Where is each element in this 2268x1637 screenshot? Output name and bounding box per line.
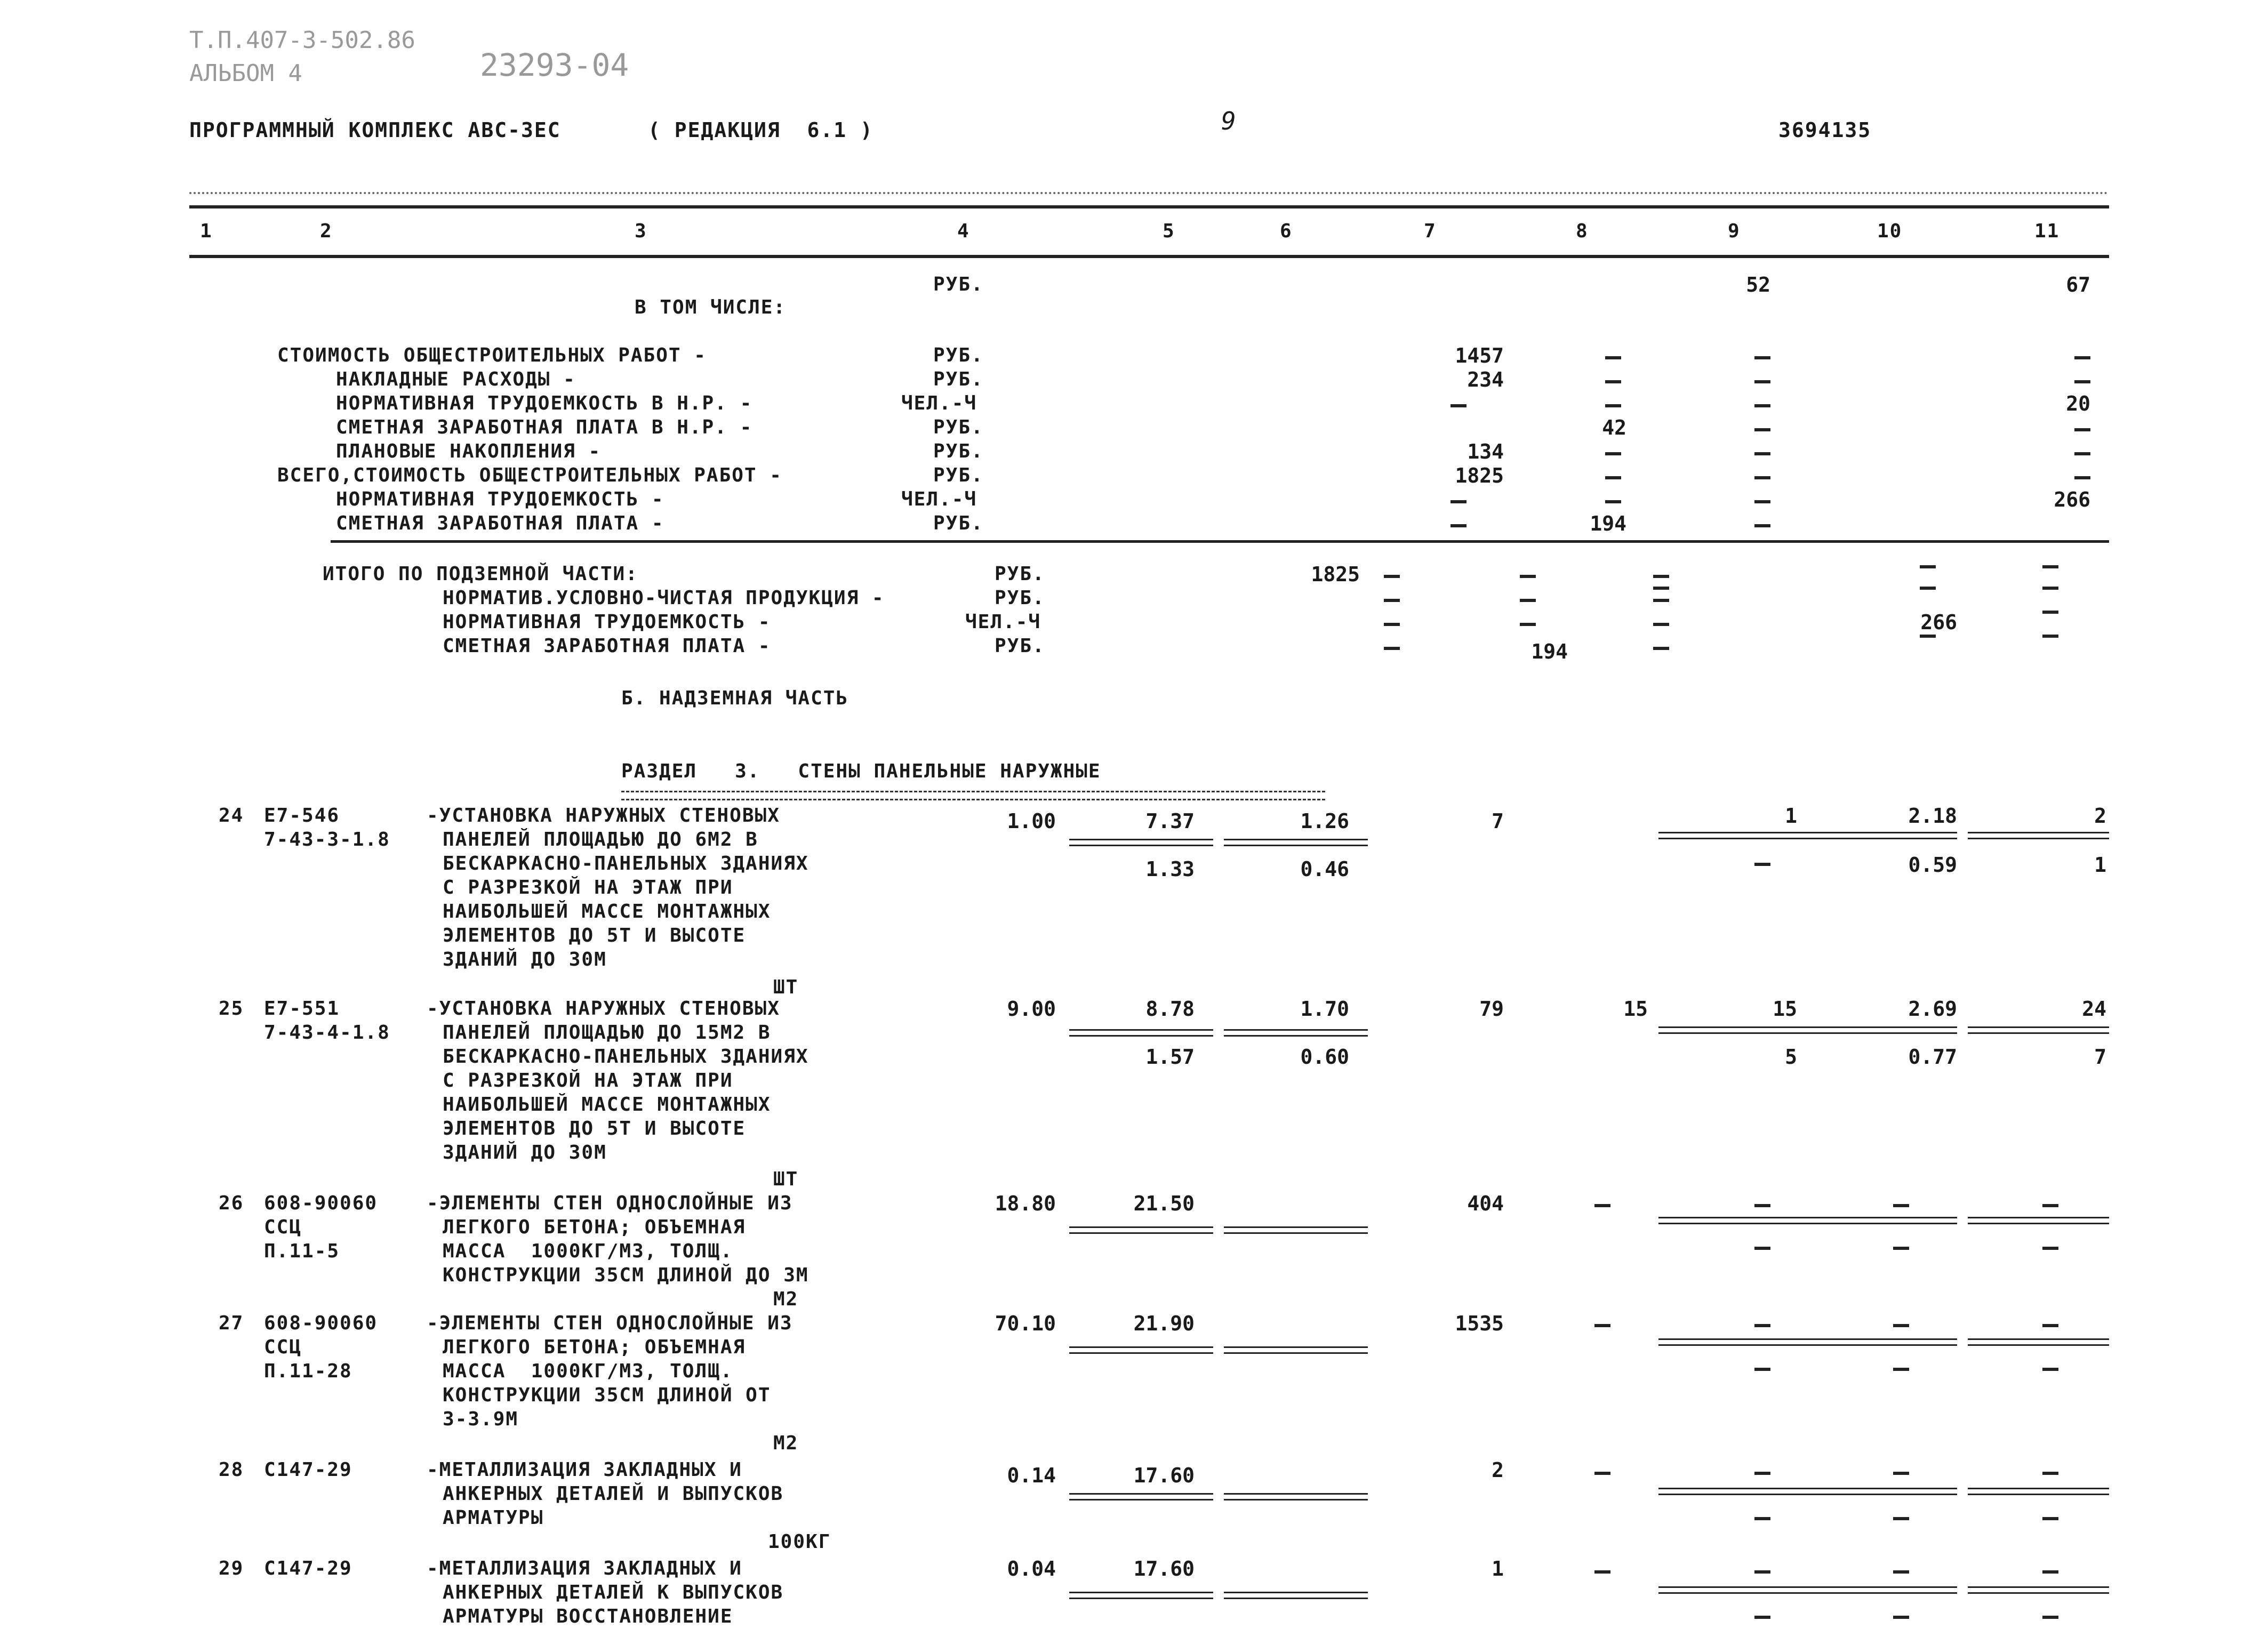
item-number: 27 — [219, 1312, 244, 1334]
item-qty: 9.00 — [1007, 997, 1056, 1021]
item-code: С147-29 — [264, 1558, 352, 1579]
summary-unit: ЧЕЛ.-Ч — [901, 488, 977, 510]
item-price-wage: 1.57 — [1145, 1045, 1195, 1069]
col-head: 9 — [1728, 220, 1741, 242]
dash — [2042, 1324, 2058, 1327]
summary-unit: РУБ. — [933, 344, 984, 366]
summary-c11: 266 — [2054, 488, 2090, 511]
dash — [2042, 635, 2058, 638]
dash — [1384, 647, 1400, 650]
col-head: 11 — [2034, 220, 2060, 242]
dash — [1384, 599, 1400, 602]
summary-label: ВСЕГО,СТОИМОСТЬ ОБЩЕСТРОИТЕЛЬНЫХ РАБОТ - — [277, 464, 782, 486]
dash — [1653, 647, 1669, 650]
item-unit: М2 — [773, 1288, 799, 1310]
rule — [1069, 1592, 1213, 1599]
dash — [1920, 587, 1936, 590]
item-c11-wage: 7 — [2094, 1045, 2106, 1069]
rule — [1658, 1217, 1818, 1224]
item-c8: 15 — [1623, 997, 1648, 1021]
dash — [1754, 1616, 1770, 1619]
item-number: 28 — [219, 1459, 244, 1481]
item-qty: 18.80 — [995, 1192, 1056, 1215]
dash — [1605, 356, 1621, 359]
summary-unit: ЧЕЛ.-Ч — [901, 392, 977, 414]
summary-c11: 20 — [2066, 392, 2090, 415]
dash — [1754, 524, 1770, 527]
dash — [2042, 1517, 2058, 1520]
item-desc-line: -МЕТАЛЛИЗАЦИЯ ЗАКЛАДНЫХ И — [427, 1459, 742, 1481]
summary-c7: 1825 — [1455, 464, 1504, 487]
item-cost: 7 — [1492, 809, 1504, 833]
top-col9: 52 — [1746, 273, 1770, 296]
item-desc-line: ПАНЕЛЕЙ ПЛОЩАДЬЮ ДО 6М2 В — [443, 829, 758, 850]
rule — [1658, 832, 1818, 839]
dash — [1754, 1517, 1770, 1520]
item-number: 24 — [219, 805, 244, 826]
summary-label: СТОИМОСТЬ ОБЩЕСТРОИТЕЛЬНЫХ РАБОТ - — [277, 344, 707, 366]
item-c10: 2.69 — [1908, 997, 1957, 1021]
job-number: 3694135 — [1778, 118, 1872, 142]
item-unit: 100КГ — [768, 1531, 831, 1553]
summary-unit: РУБ. — [933, 512, 984, 534]
rule — [1069, 839, 1213, 846]
dash — [2042, 1204, 2058, 1207]
item-desc-line: АРМАТУРЫ — [443, 1507, 544, 1529]
dash — [1450, 524, 1466, 527]
dash — [1520, 623, 1536, 626]
item-c10-wage: 0.77 — [1908, 1045, 1957, 1069]
item-desc-line: -УСТАНОВКА НАРУЖНЫХ СТЕНОВЫХ — [427, 805, 780, 826]
col-head: 10 — [1877, 220, 1903, 242]
col-head: 8 — [1576, 220, 1589, 242]
dash — [1754, 1368, 1770, 1371]
item-qty: 0.04 — [1007, 1557, 1056, 1580]
rule — [1658, 1488, 1818, 1495]
summary-label: ПЛАНОВЫЕ НАКОПЛЕНИЯ - — [336, 440, 602, 462]
dash — [1754, 1204, 1770, 1207]
item-price-machine: 1.70 — [1300, 997, 1349, 1021]
dash — [1384, 623, 1400, 626]
rule — [1968, 1586, 2109, 1594]
top-unit: РУБ. — [933, 274, 984, 295]
item-desc-line: С РАЗРЕЗКОЙ НА ЭТАЖ ПРИ — [443, 1070, 733, 1092]
rule — [1224, 839, 1368, 846]
dash — [1605, 380, 1621, 383]
item-c9-wage: 5 — [1785, 1045, 1797, 1069]
rule — [1658, 1026, 1818, 1034]
sub-c10: 266 — [1920, 611, 1957, 634]
item-desc-line: МАССА 1000КГ/М3, ТОЛЩ. — [443, 1360, 733, 1382]
sub-label: НОРМАТИВНАЯ ТРУДОЕМКОСТЬ - — [443, 611, 771, 633]
dash — [2042, 565, 2058, 568]
dash — [2074, 356, 2090, 359]
item-price: 17.60 — [1133, 1464, 1195, 1487]
item-desc-line: МАССА 1000КГ/М3, ТОЛЩ. — [443, 1240, 733, 1262]
item-unit: ШТ — [773, 1168, 799, 1190]
summary-c7: 1457 — [1455, 344, 1504, 367]
dash — [1893, 1247, 1909, 1250]
summary-unit: РУБ. — [933, 416, 984, 438]
dash — [1754, 863, 1770, 866]
dash — [1893, 1570, 1909, 1574]
sub-unit: РУБ. — [995, 587, 1045, 609]
doc-code-stamp: Т.П.407-3-502.86 — [189, 27, 415, 54]
rule — [1069, 1029, 1213, 1037]
item-desc-line: 3-3.9М — [443, 1408, 519, 1430]
item-cost: 1535 — [1455, 1312, 1504, 1335]
header-dotted-rule — [189, 192, 2109, 194]
dash — [1653, 599, 1669, 602]
item-number: 26 — [219, 1192, 244, 1214]
summary-c8: 194 — [1590, 512, 1626, 535]
summary-c7: 234 — [1467, 368, 1504, 391]
dash — [1893, 1204, 1909, 1207]
dash — [1594, 1570, 1610, 1574]
dash — [1893, 1517, 1909, 1520]
item-qty: 1.00 — [1007, 809, 1056, 833]
dash — [2074, 476, 2090, 479]
dash — [1520, 599, 1536, 602]
rule — [1658, 1586, 1818, 1594]
item-desc-line: АРМАТУРЫ ВОССТАНОВЛЕНИЕ — [443, 1606, 733, 1627]
section-underline — [621, 791, 1325, 800]
rule — [1968, 1338, 2109, 1346]
dash — [1605, 500, 1621, 503]
rule — [1813, 1026, 1957, 1034]
dash — [2042, 1570, 2058, 1574]
item-desc-line: КОНСТРУКЦИИ 35СМ ДЛИНОЙ ДО 3М — [443, 1264, 809, 1286]
summary-label: НОРМАТИВНАЯ ТРУДОЕМКОСТЬ - — [336, 488, 664, 510]
rule — [1069, 1346, 1213, 1354]
item-code-secondary: 7-43-3-1.8 — [264, 829, 390, 850]
page-mark: 9 — [1221, 107, 1237, 135]
item-c10: 2.18 — [1908, 804, 1957, 828]
item-desc-line: -МЕТАЛЛИЗАЦИЯ ЗАКЛАДНЫХ И — [427, 1558, 742, 1579]
dash — [1754, 476, 1770, 479]
summary-label: СМЕТНАЯ ЗАРАБОТНАЯ ПЛАТА В Н.Р. - — [336, 416, 753, 438]
sub-label: НОРМАТИВ.УСЛОВНО-ЧИСТАЯ ПРОДУКЦИЯ - — [443, 587, 885, 609]
item-desc-line: ЭЛЕМЕНТОВ ДО 5Т И ВЫСОТЕ — [443, 1118, 746, 1140]
item-desc-line: -УСТАНОВКА НАРУЖНЫХ СТЕНОВЫХ — [427, 998, 780, 1020]
item-desc-line: С РАЗРЕЗКОЙ НА ЭТАЖ ПРИ — [443, 877, 733, 898]
item-c9: 1 — [1785, 804, 1797, 828]
item-cost: 2 — [1492, 1458, 1504, 1482]
dash — [1754, 1324, 1770, 1327]
rule — [1224, 1592, 1368, 1599]
dash — [1754, 500, 1770, 503]
dash — [1450, 500, 1466, 503]
dash — [1594, 1324, 1610, 1327]
item-desc-line: -ЭЛЕМЕНТЫ СТЕН ОДНОСЛОЙНЫЕ ИЗ — [427, 1192, 793, 1214]
item-desc-line: КОНСТРУКЦИИ 35СМ ДЛИНОЙ ОТ — [443, 1384, 771, 1406]
dash — [2042, 1616, 2058, 1619]
item-price: 8.78 — [1145, 997, 1195, 1021]
summary-unit: РУБ. — [933, 464, 984, 486]
item-number: 29 — [219, 1558, 244, 1579]
item-c11: 2 — [2094, 804, 2106, 828]
dash — [1893, 1616, 1909, 1619]
dash — [1653, 623, 1669, 626]
item-cost: 404 — [1467, 1192, 1504, 1215]
dash — [1754, 1247, 1770, 1250]
part-b-heading: Б. НАДЗЕМНАЯ ЧАСТЬ — [621, 687, 849, 709]
item-price-machine-wage: 0.60 — [1300, 1045, 1349, 1069]
item-unit: ШТ — [773, 976, 799, 998]
dash — [2074, 380, 2090, 383]
rule — [1069, 1493, 1213, 1500]
item-price: 7.37 — [1145, 809, 1195, 833]
underground-total-label: ИТОГО ПО ПОДЗЕМНОЙ ЧАСТИ: — [323, 563, 638, 585]
col-head: 2 — [320, 220, 333, 242]
rule — [1813, 1586, 1957, 1594]
col-head: 5 — [1163, 220, 1175, 242]
rule — [1968, 832, 2109, 839]
item-price: 17.60 — [1133, 1557, 1195, 1580]
item-desc-line: ЭЛЕМЕНТОВ ДО 5Т И ВЫСОТЕ — [443, 925, 746, 946]
summary-unit: РУБ. — [933, 440, 984, 462]
item-cost: 1 — [1492, 1557, 1504, 1580]
rule — [1069, 1226, 1213, 1234]
col-head: 3 — [635, 220, 647, 242]
section-heading: РАЗДЕЛ 3. СТЕНЫ ПАНЕЛЬНЫЕ НАРУЖНЫЕ — [621, 760, 1101, 782]
dash — [1594, 1204, 1610, 1207]
item-desc-line: ЗДАНИЙ ДО 30М — [443, 949, 607, 970]
dash — [1450, 404, 1466, 407]
program-title: ПРОГРАММНЫЙ КОМПЛЕКС АВС-ЗЕС — [189, 118, 561, 142]
item-code-secondary: ССЦ — [264, 1336, 302, 1358]
item-c9: 15 — [1773, 997, 1797, 1021]
rule — [1658, 1338, 1818, 1346]
dash — [1754, 1472, 1770, 1475]
dash — [1594, 1472, 1610, 1475]
album-stamp: АЛЬБОМ 4 — [189, 60, 302, 87]
rule — [1224, 1493, 1368, 1500]
item-unit: М2 — [773, 1432, 799, 1454]
col-head: 7 — [1424, 220, 1437, 242]
rule — [1813, 1338, 1957, 1346]
item-price: 21.90 — [1133, 1312, 1195, 1335]
rule — [1224, 1029, 1368, 1037]
dash — [1754, 404, 1770, 407]
rule — [1813, 1488, 1957, 1495]
item-price: 21.50 — [1133, 1192, 1195, 1215]
inventory-stamp: 23293-04 — [480, 47, 629, 83]
sub-unit: ЧЕЛ.-Ч — [965, 611, 1041, 633]
rule — [1224, 1346, 1368, 1354]
dash — [1920, 565, 1936, 568]
sub-label: СМЕТНАЯ ЗАРАБОТНАЯ ПЛАТА - — [443, 635, 771, 657]
item-c11: 24 — [2082, 997, 2106, 1021]
item-desc-line: ПАНЕЛЕЙ ПЛОЩАДЬЮ ДО 15М2 В — [443, 1022, 771, 1044]
dash — [1605, 476, 1621, 479]
dash — [2042, 611, 2058, 614]
dash — [2042, 587, 2058, 590]
item-price-wage: 1.33 — [1145, 857, 1195, 881]
item-desc-line: ЛЕГКОГО БЕТОНА; ОБЪЕМНАЯ — [443, 1336, 746, 1358]
dash — [1754, 356, 1770, 359]
dash — [1754, 428, 1770, 431]
program-edition: ( РЕДАКЦИЯ 6.1 ) — [648, 118, 873, 142]
item-desc-line: ЗДАНИЙ ДО 30М — [443, 1142, 607, 1163]
dash — [2074, 428, 2090, 431]
item-code: Е7-551 — [264, 998, 340, 1020]
rule — [1968, 1488, 2109, 1495]
dash — [1893, 1324, 1909, 1327]
item-price-machine-wage: 0.46 — [1300, 857, 1349, 881]
dash — [1754, 380, 1770, 383]
header-rule-bottom — [189, 255, 2109, 258]
item-qty: 70.10 — [995, 1312, 1056, 1335]
item-code: Е7-546 — [264, 805, 340, 826]
item-code-secondary: ССЦ — [264, 1216, 302, 1238]
dash — [2042, 1247, 2058, 1250]
item-code: 608-90060 — [264, 1312, 378, 1334]
item-desc-line: НАИБОЛЬШЕЙ МАССЕ МОНТАЖНЫХ — [443, 1094, 771, 1116]
item-desc-line: ЛЕГКОГО БЕТОНА; ОБЪЕМНАЯ — [443, 1216, 746, 1238]
item-desc-line: БЕСКАРКАСНО-ПАНЕЛЬНЫХ ЗДАНИЯХ — [443, 853, 809, 874]
rule — [1968, 1217, 2109, 1224]
dash — [1653, 587, 1669, 590]
item-desc-line: НАИБОЛЬШЕЙ МАССЕ МОНТАЖНЫХ — [443, 901, 771, 922]
summary-c8: 42 — [1602, 416, 1626, 439]
item-code: 608-90060 — [264, 1192, 378, 1214]
dash — [1520, 575, 1536, 578]
col-head: 1 — [200, 220, 213, 242]
summary-c7: 134 — [1467, 440, 1504, 463]
dash — [1384, 575, 1400, 578]
item-code-tertiary: П.11-5 — [264, 1240, 340, 1262]
item-qty: 0.14 — [1007, 1464, 1056, 1487]
dash — [1893, 1368, 1909, 1371]
top-col11: 67 — [2066, 273, 2090, 296]
item-code-tertiary: П.11-28 — [264, 1360, 352, 1382]
item-desc-line: АНКЕРНЫХ ДЕТАЛЕЙ И ВЫПУСКОВ — [443, 1483, 784, 1505]
item-price-machine: 1.26 — [1300, 809, 1349, 833]
rule — [1968, 1026, 2109, 1034]
item-desc-line: БЕСКАРКАСНО-ПАНЕЛЬНЫХ ЗДАНИЯХ — [443, 1046, 809, 1068]
summary-label: НАКЛАДНЫЕ РАСХОДЫ - — [336, 368, 576, 390]
dash — [2074, 452, 2090, 455]
dash — [1653, 575, 1669, 578]
header-rule-top — [189, 205, 2109, 208]
dash — [1754, 452, 1770, 455]
underground-total-unit: РУБ. — [995, 563, 1045, 585]
item-desc-line: -ЭЛЕМЕНТЫ СТЕН ОДНОСЛОЙНЫЕ ИЗ — [427, 1312, 793, 1334]
underground-total-value: 1825 — [1311, 563, 1360, 586]
summary-label: СМЕТНАЯ ЗАРАБОТНАЯ ПЛАТА - — [336, 512, 664, 534]
col-head: 4 — [957, 220, 970, 242]
dash — [1605, 452, 1621, 455]
rule — [1813, 1217, 1957, 1224]
dash — [1920, 635, 1936, 638]
dash — [1754, 1570, 1770, 1574]
dash — [2042, 1368, 2058, 1371]
item-number: 25 — [219, 998, 244, 1020]
dash — [1893, 1472, 1909, 1475]
rule — [1813, 832, 1957, 839]
col-head: 6 — [1280, 220, 1293, 242]
item-desc-line: АНКЕРНЫХ ДЕТАЛЕЙ К ВЫПУСКОВ — [443, 1582, 784, 1603]
item-code: С147-29 — [264, 1459, 352, 1481]
summary-label: НОРМАТИВНАЯ ТРУДОЕМКОСТЬ В Н.Р. - — [336, 392, 753, 414]
dash — [1605, 404, 1621, 407]
sub-c8: 194 — [1531, 640, 1568, 663]
item-c11-wage: 1 — [2094, 853, 2106, 877]
summary-total-rule — [331, 540, 2109, 543]
item-code-secondary: 7-43-4-1.8 — [264, 1022, 390, 1044]
in-that-label: В ТОМ ЧИСЛЕ: — [635, 296, 787, 318]
dash — [2042, 1472, 2058, 1475]
summary-unit: РУБ. — [933, 368, 984, 390]
sub-unit: РУБ. — [995, 635, 1045, 657]
rule — [1224, 1226, 1368, 1234]
item-cost: 79 — [1479, 997, 1504, 1021]
item-c10-wage: 0.59 — [1908, 853, 1957, 877]
